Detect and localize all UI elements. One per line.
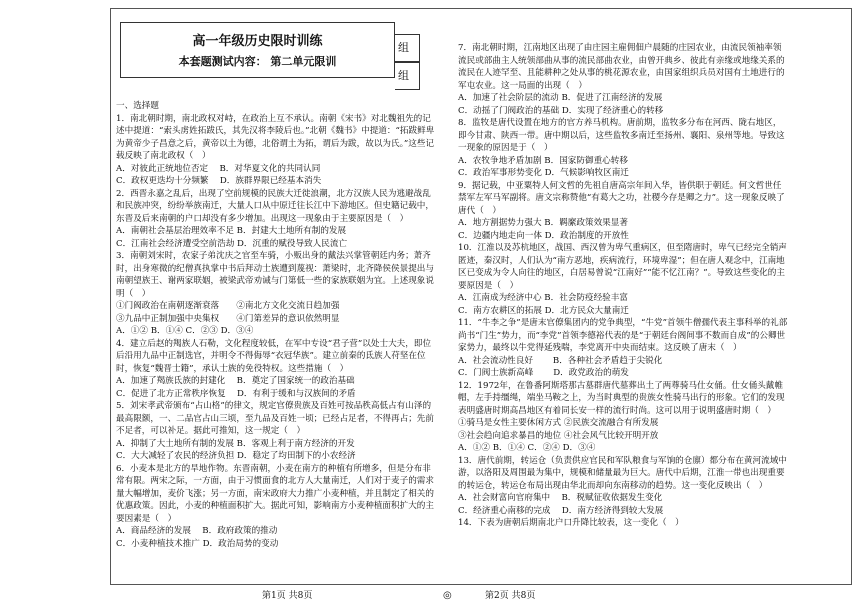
question-line: A．对彼此正统地位否定 B．对华夏文化的共同认同 — [116, 163, 321, 174]
question-line: A．加速了社会阶层的流动 B．促进了江南经济的发展 — [458, 93, 663, 103]
question-line: 6．小麦本是北方的旱地作物。东晋南朝，小麦在南方的种植有所增多，但是分布非常有限。两宋之际，一方面，由于习惯面食的北方人大量南迁，人们对于麦子的需求量大幅增加，麦价飞涨；另一方面，南宋政府大力推广小麦种植，并且制定了相关的优惠政策。因此，小麦的种植面积扩大。据此可知，影响南方小麦种植面积扩大的主要因素是（ ） — [116, 463, 434, 524]
question-line: 3．南朝刘宋时，农家子弟沈庆之官至车骑，小贩出身的戴法兴掌管朝廷内务；萧齐时，出身寒微的纪僧真执掌中书后拜动士族遭到蔑视：萧梁时，北齐降侯侯景提出与南朝望族王、谢两家联姻，被梁武帝劝诫与门第低一些的家族联姻为宜。上述现象说明（ ） — [116, 251, 434, 299]
exam-title: 高一年级历史限时训练 — [192, 34, 323, 49]
page-border-left — [110, 8, 111, 585]
page-border-bottom — [110, 584, 852, 585]
question-line: C．江南社会经济遭受空前浩劫 D．沉重的赋役导致人民流亡 — [116, 238, 348, 249]
question-line: C．小麦种植技术推广 D．政治局势的变动 — [116, 538, 279, 549]
question-line: 13．唐代前期，转运仓（负责供应官民和军队粮食与军饷的仓廪）都分布在黄河流域中游，以洛阳及周围最为集中，规模和储量最为巨大。唐代中后期，江淮一带也出现重要的转运仓，转运仓布局出现由华北而却向东南移动的趋势。这一变化反映出（ ） — [458, 455, 787, 491]
group-tag-1: 组 — [395, 34, 420, 62]
question-line: C．门阀士族新高峰 D．政党政治的萌发 — [458, 368, 629, 378]
question-line: ③社会趋向追求暴昌的地位 ④社会风气比较开明开放 — [458, 430, 659, 441]
question-line: C．大大减轻了农民的经济负担 D．稳定了均田制下的小农经济 — [116, 451, 356, 461]
question-line: 4．建立后赵的羯族人石勒，文化程度较低，在军中专设“君子营”以处士大夫，即位后沿用九品中正制选官，并明令不得侮辱“衣冠华族”。建立前秦的氐族人苻坚在位时，恢复“魏晋士籍”，承认士族的免役特权。这些措施（ ） — [116, 338, 432, 374]
question-line: 10．江淮以及苏杭地区，战国、西汉曾为卑气重病区，但至隋唐时，卑气已经完全销声匿迹，秦汉时，人们认为“南方恶地，疾病流行，环境卑湿”；但在唐人观念中，江南地区已变成为令人向往的地区，白居易曾说“江南好”“能不忆江南？”。导致这些变化的主要原因是（ ） — [458, 243, 787, 291]
question-line: ③九品中正制加强中央集权 ④门第差异的意识依然明显 — [116, 313, 340, 324]
question-line: ①门阀政治在南朝逐渐衰落 ②南北方文化交流日趋加强 — [116, 301, 340, 311]
question-line: C．政治军事形势变化 D．气候影响牧区南迁 — [458, 168, 629, 178]
question-line: A．江南成为经济中心 B．社会防疫经验丰富 — [458, 293, 628, 303]
exam-title-box — [120, 22, 395, 78]
question-line: 一、选择题 — [116, 101, 159, 111]
right-question-column — [458, 42, 788, 530]
left-question-column — [116, 100, 438, 550]
question-line: A．①② B．①④ C．②③ D．③④ — [116, 326, 254, 336]
question-line: C．动摇了门阀政治的基础 D．实现了经济重心的转移 — [458, 105, 664, 116]
page-border-right — [851, 8, 852, 585]
page-border-top — [110, 8, 852, 9]
question-line: A．农牧争地矛盾加剧 B．国家防御重心转移 — [458, 155, 628, 166]
question-line: 12．1972年，在鲁番阿斯塔那古墓群唐代墓葬出土了两尊骑马仕女俑。仕女俑头戴帷帽，左手持缰绳，端坐马鞍之上，为当时典型的贵族女性骑马出行的形象。它们的发现表明盛唐时期高昌地区有着同长安一样的流行时尚。这可以用于说明盛唐时期（ ） — [458, 380, 785, 416]
question-line: 9．据记载，中亚粟特人何文哲的先祖自唐高宗年间入华，皆供职于朝廷。何文哲世任禁军左军马军副将。唐文宗称赞他“有葛大之功，社稷今存是卿之力”。这一现象反映了唐代（ ） — [458, 180, 785, 216]
question-line: C．南方农耕区的拓展 D．北方民众大量南迁 — [458, 305, 629, 316]
question-line: 14．下表为唐朝后期南北户口升降比较表，这一变化（ ） — [458, 518, 684, 528]
question-line: A．南朝社会基层治理效率不足 B．封建大土地所有制的发展 — [116, 226, 347, 236]
question-line: C．政权更迭均十分频繁 D．族群界限已经基本消失 — [116, 176, 322, 186]
question-line: C．经济重心南移的完成 D．南方经济得到较大发展 — [458, 505, 664, 516]
question-line: A．商品经济的发展 B．政府政策的推动 — [116, 526, 278, 536]
question-line: 5．刘宋孝武帝颁布“占山格”的律文，规定官僚贵族及百姓可按品秩高低占有山泽的最高限额，一、二品官占山三顷，至九品及百姓一顷；已经占足者，不得再占；先前不足者，可以补足。据此可推知，这一规定（ ） — [116, 401, 434, 436]
question-line: A．地方割据势力强大 B．羁縻政策效果显著 — [458, 218, 628, 228]
binding-mark-icon: ◎ — [443, 590, 452, 601]
question-line: C．边疆内地走向一体 D．政治制度的开放性 — [458, 230, 629, 241]
question-line: A．加速了羯族氐族的封建化 B．奠定了国家统一的政治基础 — [116, 376, 355, 386]
question-line: 11．“牛李之争”是唐末官僚集团内的党争典型，“牛党”首领牛僧孺代表主事科举的礼部尚书“门生”势力，而“李党”首领李德裕代表的是“于朝廷台阁间事不数而自成”的公卿世家势力，最终以牛党得延残喘，李党离开中央而结束。这反映了唐末（ ） — [458, 318, 788, 353]
question-line: A．①② B．①④ C．②④ D．③④ — [458, 443, 596, 453]
exam-subtitle: 本套题测试内容： 第二单元限训 — [178, 55, 337, 68]
question-line: 7．南北朝时期，江南地区出现了由庄园主雇佣佃户晨随的庄园农业，由流民领袖率领流民或部曲主人统领部曲从事的流民部曲农业，由曾开典乡、彼此有亲缘或地缘关系的流民在人迹罕至、且能耕种之处从事的桃花源农业，由国家组织兵员对国有土地进行的军屯农业。这一局面的出现（ ） — [458, 43, 785, 91]
page-number-right: 第2页 共8页 — [485, 591, 536, 601]
question-line: C．促进了北方正常秩序恢复 D．有利于缓和与汉族间的矛盾 — [116, 388, 356, 399]
page-number-left: 第1页 共8页 — [262, 591, 313, 601]
question-line: 8．监牧是唐代设置在地方的官方养马机构。唐前期，监牧多分布在河西、陇右地区，即今甘肃、陕西一带。唐中期以后，这些监牧多南迁至扬州、襄阳、泉州等地。导致这一现象的原因是于（ ） — [458, 118, 785, 153]
question-line: 1．南北朝时期，南北政权对峙，在政治上互不承认。南朝《宋书》对北魏祖先的记述中提道：“索头虏姓拓跋氏，其先汉将李陵后也。”北朝《魏书》中提道：“拓跋鲜卑为黄帝少子昌意之后，黄帝以土为德，北俗谓土为拓，谓后为跋，故以为氏。”这些记载反映了南北政权（ ） — [116, 113, 435, 161]
question-line: A．抑制了大土地所有制的发展 B．客观上利于南方经济的开发 — [116, 438, 355, 449]
question-line: 2．西晋永嘉之乱后，出现了空前规模的民族大迁徙浪潮，北方汉族人民为逃避战乱和民族冲突，纷纷举族南迁，大量人口从中原迁往长江中下游地区。但史籍记载中，东晋及后来南朝的户口却没有多少增加。出现这一现象由于主要原因是（ ） — [116, 188, 434, 224]
group-tag-2: 组 — [395, 62, 420, 90]
question-line: ①骑马是女性主要休闲方式 ②民族交流融合有所发展 — [458, 418, 659, 428]
question-line: A．社会财富向官府集中 B．税赋征收依据发生变化 — [458, 493, 663, 503]
question-line: A．社会流动性良好 B．各种社会矛盾趋于尖锐化 — [458, 355, 663, 366]
